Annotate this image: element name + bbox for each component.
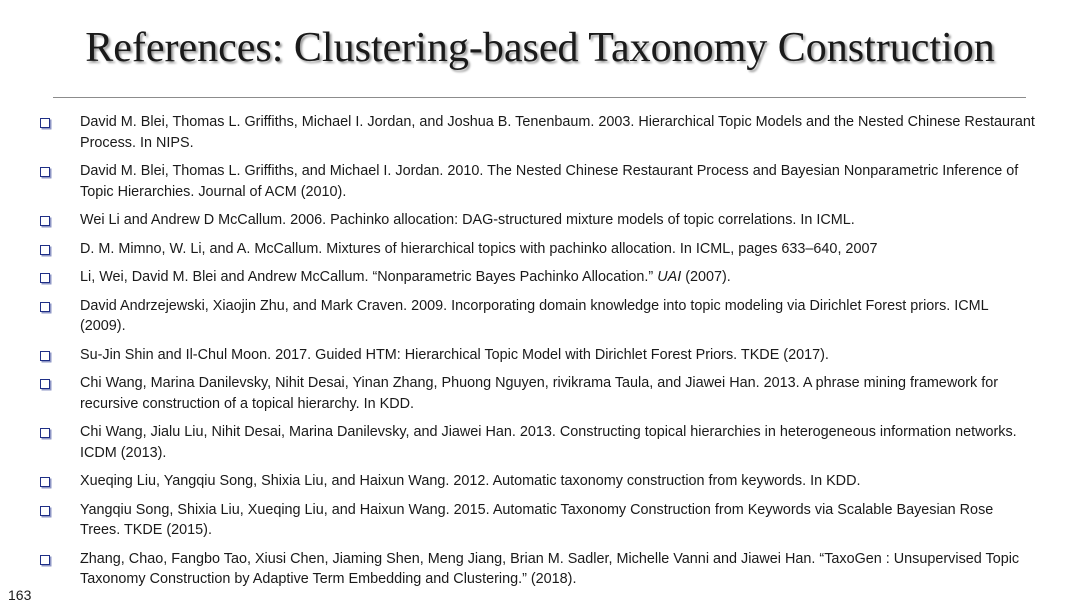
reference-text: Yangqiu Song, Shixia Liu, Xueqing Liu, and Haixun Wang. 2015. Automatic Taxonomy Construction from Keywords via Scalable Bayesian Rose Trees. TKDE (2015).: [80, 501, 994, 538]
reference-item: [36, 239, 1036, 260]
hollow-square-bullet-icon: [40, 506, 50, 516]
reference-text: Xueqing Liu, Yangqiu Song, Shixia Liu, and Haixun Wang. 2012. Automatic taxonomy construction from keywords. In KDD.: [80, 473, 861, 489]
reference-item: [36, 267, 1036, 288]
reference-text: Su-Jin Shin and Il-Chul Moon. 2017. Guided HTM: Hierarchical Topic Model with Dirichlet Forest Priors. TKDE (2017).: [80, 346, 829, 363]
reference-item: [36, 422, 1036, 463]
reference-text: Zhang, Chao, Fangbo Tao, Xiusi Chen, Jiaming Shen, Meng Jiang, Brian M. Sadler, Michelle Vanni and Jiawei Han. “TaxoGen : Unsupervised Topic Taxonomy Construction by Adaptive Term Embedding and Clustering.” (2018).: [80, 550, 1020, 587]
reference-item: [36, 210, 1036, 231]
reference-text: D. M. Mimno, W. Li, and A. McCallum. Mixtures of hierarchical topics with pachinko allocation. In ICML, pages 633–640, 2007: [80, 240, 878, 257]
hollow-square-bullet-icon: [40, 118, 50, 128]
reference-item: [36, 373, 1036, 414]
reference-text: David M. Blei, Thomas L. Griffiths, and Michael I. Jordan. 2010. The Nested Chinese Restaurant Process and Bayesian Nonparametric Inference of Topic Hierarchies. Journal of ACM (2010).: [80, 163, 1019, 200]
hollow-square-bullet-icon: [40, 167, 50, 177]
page-number: 163: [8, 587, 32, 603]
reference-item: [36, 471, 1036, 492]
hollow-square-bullet-icon: [40, 216, 50, 226]
reference-text: David Andrzejewski, Xiaojin Zhu, and Mark Craven. 2009. Incorporating domain knowledge into topic modeling via Dirichlet Forest priors. ICML (2009).: [80, 297, 989, 334]
slide-title: References: Clustering-based Taxonomy Construction: [85, 25, 995, 71]
reference-text: Chi Wang, Marina Danilevsky, Nihit Desai, Yinan Zhang, Phuong Nguyen, rivikrama Taula, and Jiawei Han. 2013. A phrase mining framework for recursive construction of a topical hierarchy. In KDD.: [80, 375, 998, 412]
reference-text: David M. Blei, Thomas L. Griffiths, Michael I. Jordan, and Joshua B. Tenenbaum. 2003. Hierarchical Topic Models and the Nested Chinese Restaurant Process. In NIPS.: [80, 114, 1035, 151]
reference-list: [36, 112, 1036, 598]
reference-text: Wei Li and Andrew D McCallum. 2006. Pachinko allocation: DAG-structured mixture models of topic correlations. In ICML.: [80, 212, 855, 228]
reference-text: Chi Wang, Jialu Liu, Nihit Desai, Marina Danilevsky, and Jiawei Han. 2013. Constructing topical hierarchies in heterogeneous information networks. ICDM (2013).: [80, 424, 1017, 461]
reference-item: [36, 345, 1036, 366]
reference-text: Li, Wei, David M. Blei and Andrew McCallum. “Nonparametric Bayes Pachinko Allocation.” UAI (2007).: [80, 269, 731, 285]
hollow-square-bullet-icon: [40, 555, 50, 565]
hollow-square-bullet-icon: [40, 428, 50, 438]
hollow-square-bullet-icon: [40, 302, 50, 312]
reference-item: [36, 500, 1036, 541]
reference-item: [36, 161, 1036, 202]
hollow-square-bullet-icon: [40, 245, 50, 255]
hollow-square-bullet-icon: [40, 273, 50, 283]
hollow-square-bullet-icon: [40, 477, 50, 487]
hollow-square-bullet-icon: [40, 379, 50, 389]
reference-item: [36, 549, 1036, 590]
reference-item: [36, 296, 1036, 337]
hollow-square-bullet-icon: [40, 351, 50, 361]
reference-item: [36, 112, 1036, 153]
title-divider: [53, 97, 1026, 98]
